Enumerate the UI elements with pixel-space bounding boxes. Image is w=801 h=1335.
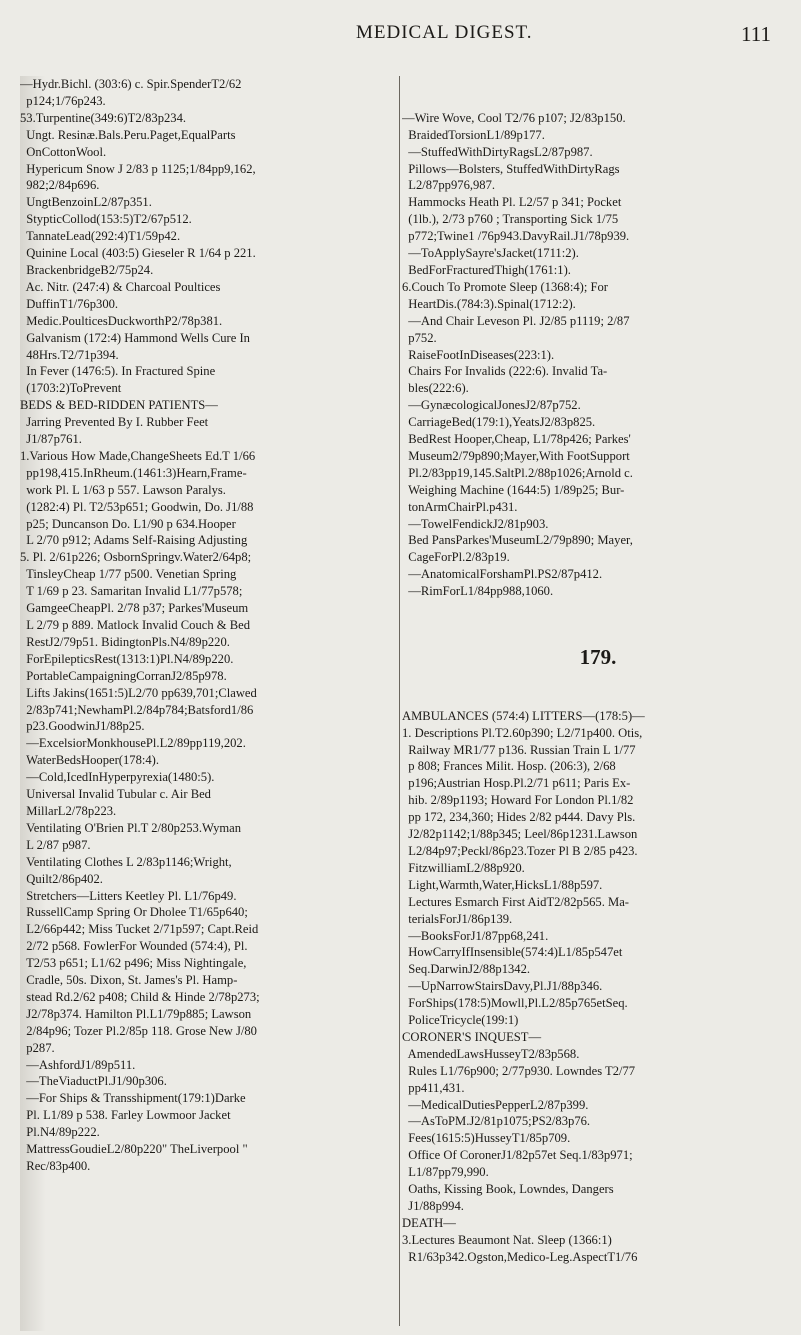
index-entry-line: L 2/70 p912; Adams Self-Raising Adjusting <box>20 533 248 548</box>
index-entry-line: bles(222:6). <box>402 381 469 396</box>
index-entry-line: Hammocks Heath Pl. L2/57 p 341; Pocket <box>402 195 622 210</box>
index-entry-line: BraidedTorsionL1/89p177. <box>402 127 545 142</box>
index-entry-line: CORONER'S INQUEST— <box>402 1029 542 1044</box>
index-entry-line: tonArmChairPl.p431. <box>402 499 518 514</box>
left-column <box>20 76 398 1331</box>
index-entry-line: —BooksForJ1/87pp68,241. <box>402 928 549 943</box>
index-entry-line: HeartDis.(784:3).Spinal(1712:2). <box>402 296 576 311</box>
index-entry-line: Railway MR1/77 p136. Russian Train L 1/77 <box>402 742 636 757</box>
right-column-entries-bottom <box>402 708 794 1266</box>
index-entry-line: L2/87pp976,987. <box>402 178 496 193</box>
index-entry-line: hib. 2/89p1193; Howard For London Pl.1/82 <box>402 793 634 808</box>
index-entry-line: OnCottonWool. <box>20 144 107 159</box>
index-entry-line: work Pl. L 1/63 p 557. Lawson Paralys. <box>20 482 226 497</box>
right-column <box>402 76 794 1331</box>
index-entry-line: 48Hrs.T2/71p394. <box>20 347 119 362</box>
index-entry-line: Stretchers—Litters Keetley Pl. L1/76p49. <box>20 888 237 903</box>
index-entry-line: —StuffedWithDirtyRagsL2/87p987. <box>402 144 593 159</box>
index-entry-line: p196;Austrian Hosp.Pl.2/71 p611; Paris Ex- <box>402 776 631 791</box>
index-entry-line: PoliceTricycle(199:1) <box>402 1013 519 1028</box>
index-entry-line: DuffinT1/76p300. <box>20 296 119 311</box>
index-entry-line: CarriageBed(179:1),YeatsJ2/83p825. <box>402 415 596 430</box>
index-entry-line: —And Chair Leveson Pl. J2/85 p1119; 2/87 <box>402 313 630 328</box>
index-entry-line: —GynæcologicalJonesJ2/87p752. <box>402 398 581 413</box>
index-entry-line: Fees(1615:5)HusseyT1/85p709. <box>402 1131 571 1146</box>
index-entry-line: DEATH— <box>402 1215 456 1230</box>
index-entry-line: p124;1/76p243. <box>20 93 106 108</box>
index-entry-line: BEDS & BED-RIDDEN PATIENTS— <box>20 398 218 413</box>
index-entry-line: MattressGoudieL2/80p220" TheLiverpool " <box>20 1142 248 1157</box>
index-entry-line: L2/84p97;Peckl/86p23.Tozer Pl B 2/85 p423. <box>402 843 638 858</box>
index-entry-line: —Hydr.Bichl. (303:6) c. Spir.SpenderT2/62 <box>20 77 242 91</box>
index-entry-line: Rules L1/76p900; 2/77p930. Lowndes T2/77 <box>402 1063 636 1078</box>
index-entry-line: CageForPl.2/83p19. <box>402 550 510 565</box>
index-entry-line: pp198,415.InRheum.(1461:3)Hearn,Frame- <box>20 465 247 480</box>
index-entry-line: BedForFracturedThigh(1761:1). <box>402 262 571 277</box>
index-entry-line: T2/53 p651; L1/62 p496; Miss Nightingale, <box>20 956 247 971</box>
index-entry-line: —UpNarrowStairsDavy,Pl.J1/88p346. <box>402 979 603 994</box>
index-entry-line: 2/84p96; Tozer Pl.2/85p 118. Grose New J/80 <box>20 1023 257 1038</box>
index-entry-line: Bed PansParkes'MuseumL2/79p890; Mayer, <box>402 533 633 548</box>
index-entry-line: 1.Various How Made,ChangeSheets Ed.T 1/66 <box>20 448 256 463</box>
index-entry-line: R1/63p342.Ogston,Medico-Leg.AspectT1/76 <box>402 1249 638 1264</box>
index-entry-line: —MedicalDutiesPepperL2/87p399. <box>402 1097 589 1112</box>
column-divider <box>399 76 400 1326</box>
index-entry-line: pp411,431. <box>402 1080 465 1095</box>
index-entry-line: ForEpilepticsRest(1313:1)Pl.N4/89p220. <box>20 651 234 666</box>
index-entry-line: 53.Turpentine(349:6)T2/83p234. <box>20 110 187 125</box>
index-entry-line: AMBULANCES (574:4) LITTERS—(178:5)— <box>402 708 645 723</box>
index-entry-line: (1282:4) Pl. T2/53p651; Goodwin, Do. J1/88 <box>20 499 254 514</box>
index-entry-line: T 1/69 p 23. Samaritan Invalid L1/77p578; <box>20 584 243 599</box>
index-entry-line: Ac. Nitr. (247:4) & Charcoal Poultices <box>20 279 221 294</box>
index-entry-line: WaterBedsHooper(178:4). <box>20 753 159 768</box>
index-entry-line: p772;Twine1 /76p943.DavyRail.J1/78p939. <box>402 229 630 244</box>
index-entry-line: BrackenbridgeB2/75p24. <box>20 262 154 277</box>
index-entry-line: FitzwilliamL2/88p920. <box>402 860 525 875</box>
index-entry-line: 982;2/84p696. <box>20 178 100 193</box>
index-entry-line: TannateLead(292:4)T1/59p42. <box>20 229 181 244</box>
running-head <box>0 22 801 62</box>
index-entry-line: —Wire Wove, Cool T2/76 p107; J2/83p150. <box>402 110 626 125</box>
index-entry-line: Pillows—Bolsters, StuffedWithDirtyRags <box>402 161 620 176</box>
index-entry-line: 6.Couch To Promote Sleep (1368:4); For <box>402 279 608 294</box>
index-entry-line: L 2/87 p987. <box>20 837 91 852</box>
index-entry-line: StypticCollod(153:5)T2/67p512. <box>20 212 192 227</box>
index-entry-line: J2/78p374. Hamilton Pl.L1/79p885; Lawson <box>20 1006 252 1021</box>
index-entry-line: —TowelFendickJ2/81p903. <box>402 516 549 531</box>
index-entry-line: L1/87pp79,990. <box>402 1165 489 1180</box>
index-entry-line: J1/87p761. <box>20 432 82 447</box>
index-entry-line: AmendedLawsHusseyT2/83p568. <box>402 1046 580 1061</box>
index-entry-line: pp 172, 234,360; Hides 2/82 p444. Davy Pls. <box>402 810 636 825</box>
index-entry-line: p25; Duncanson Do. L1/90 p 634.Hooper <box>20 516 236 531</box>
index-entry-line: p23.GoodwinJ1/88p25. <box>20 719 145 734</box>
index-entry-line: —RimForL1/84pp988,1060. <box>402 584 554 599</box>
index-entry-line: 1. Descriptions Pl.T2.60p390; L2/71p400. Otis, <box>402 725 643 740</box>
index-entry-line: Office Of CoronerJ1/82p57et Seq.1/83p971; <box>402 1148 633 1163</box>
index-entry-line: PortableCampaigningCorranJ2/85p978. <box>20 668 227 683</box>
index-entry-line: Chairs For Invalids (222:6). Invalid Ta- <box>402 364 608 379</box>
index-entry-line: MillarL2/78p223. <box>20 803 117 818</box>
index-entry-line: L2/66p442; Miss Tucket 2/71p597; Capt.Reid <box>20 922 259 937</box>
index-entry-line: Museum2/79p890;Mayer,With FootSupport <box>402 448 630 463</box>
index-entry-line: —Cold,IcedInHyperpyrexia(1480:5). <box>20 770 215 785</box>
index-entry-line: p 808; Frances Milit. Hosp. (206:3), 2/68 <box>402 759 616 774</box>
index-entry-line: terialsForJ1/86p139. <box>402 911 513 926</box>
index-entry-line: Jarring Prevented By I. Rubber Feet <box>20 415 209 430</box>
index-entry-line: Rec/83p400. <box>20 1159 91 1173</box>
index-entry-line: (1lb.), 2/73 p760 ; Transporting Sick 1/75 <box>402 212 619 227</box>
index-entry-line: ForShips(178:5)Mowll,Pl.L2/85p765etSeq. <box>402 996 628 1011</box>
index-entry-line: BedRest Hooper,Cheap, L1/78p426; Parkes' <box>402 432 631 447</box>
index-entry-line: 2/72 p568. FowlerFor Wounded (574:4), Pl. <box>20 939 248 954</box>
index-entry-line: UngtBenzoinL2/87p351. <box>20 195 152 210</box>
index-entry-line: Medic.PoulticesDuckworthP2/78p381. <box>20 313 223 328</box>
index-entry-line: TinsleyCheap 1/77 p500. Venetian Spring <box>20 567 237 582</box>
index-entry-line: Hypericum Snow J 2/83 p 1125;1/84pp9,162, <box>20 161 256 176</box>
index-entry-line: Pl. L1/89 p 538. Farley Lowmoor Jacket <box>20 1108 231 1123</box>
index-entry-line: Galvanism (172:4) Hammond Wells Cure In <box>20 330 250 345</box>
index-entry-line: Oaths, Kissing Book, Lowndes, Dangers <box>402 1182 614 1197</box>
index-entry-line: HowCarryIfInsensible(574:4)L1/85p547et <box>402 945 623 960</box>
page-header-title: MEDICAL DIGEST. <box>356 22 533 43</box>
index-entry-line: stead Rd.2/62 p408; Child & Hinde 2/78p273; <box>20 989 260 1004</box>
index-entry-line: —For Ships & Transshipment(179:1)Darke <box>20 1091 246 1106</box>
index-entry-line: 2/83p741;NewhamPl.2/84p784;Batsford1/86 <box>20 702 254 717</box>
index-entry-line: —ToApplySayre'sJacket(1711:2). <box>402 246 579 261</box>
index-entry-line: (1703:2)ToPrevent <box>20 381 122 396</box>
index-entry-line: Lectures Esmarch First AidT2/82p565. Ma- <box>402 894 629 909</box>
index-entry-line: Pl.2/83pp19,145.SaltPl.2/88p1026;Arnold c. <box>402 465 633 480</box>
index-entry-line: GamgeeCheapPl. 2/78 p37; Parkes'Museum <box>20 601 249 616</box>
index-entry-line: 3.Lectures Beaumont Nat. Sleep (1366:1) <box>402 1232 612 1247</box>
index-entry-line: Quilt2/86p402. <box>20 871 103 886</box>
index-entry-line: p752. <box>402 330 437 345</box>
index-entry-line: —AshfordJ1/89p511. <box>20 1057 136 1072</box>
index-entry-line: L 2/79 p 889. Matlock Invalid Couch & Bed <box>20 618 251 632</box>
index-entry-line: —AnatomicalForshamPl.PS2/87p412. <box>402 567 603 582</box>
index-entry-line: Pl.N4/89p222. <box>20 1125 100 1140</box>
index-entry-line: Ventilating O'Brien Pl.T 2/80p253.Wyman <box>20 820 242 835</box>
index-entry-line: 5. Pl. 2/61p226; OsbornSpringv.Water2/64p8; <box>20 550 252 565</box>
section-number: 179. <box>579 644 617 669</box>
index-entry-line: p287. <box>20 1040 55 1055</box>
index-entry-line: RussellCamp Spring Or Dholee T1/65p640; <box>20 905 248 920</box>
index-entry-line: RaiseFootInDiseases(223:1). <box>402 347 555 362</box>
index-entry-line: RestJ2/79p51. BidingtonPls.N4/89p220. <box>20 634 230 649</box>
index-entry-line: —TheViaductPl.J1/90p306. <box>20 1074 167 1089</box>
index-entry-line: —ExcelsiorMonkhousePl.L2/89pp119,202. <box>20 736 246 751</box>
index-entry-line: Universal Invalid Tubular c. Air Bed <box>20 787 211 802</box>
index-entry-line: Ungt. Resinæ.Bals.Peru.Paget,EqualParts <box>20 127 236 142</box>
index-entry-line: Quinine Local (403:5) Gieseler R 1/64 p 221. <box>20 246 256 261</box>
index-entry-line: J1/88p994. <box>402 1199 464 1213</box>
index-entry-line: Seq.DarwinJ2/88p1342. <box>402 962 531 977</box>
page-number: 111 <box>741 22 771 46</box>
index-entry-line: Ventilating Clothes L 2/83p1146;Wright, <box>20 854 232 869</box>
index-entry-line: J2/82p1142;1/88p345; Leel/86p1231.Lawson <box>402 827 638 842</box>
index-entry-line: Cradle, 50s. Dixon, St. James's Pl. Hamp- <box>20 973 238 988</box>
right-column-entries-top <box>402 110 794 600</box>
index-entry-line: —AsToPM.J2/81p1075;PS2/83p76. <box>402 1114 591 1129</box>
index-entry-line: Light,Warmth,Water,HicksL1/88p597. <box>402 877 603 892</box>
index-entry-line: In Fever (1476:5). In Fractured Spine <box>20 364 216 379</box>
index-entry-line: Weighing Machine (1644:5) 1/89p25; Bur- <box>402 482 625 497</box>
index-entry-line: Lifts Jakins(1651:5)L2/70 pp639,701;Clawed <box>20 685 257 700</box>
